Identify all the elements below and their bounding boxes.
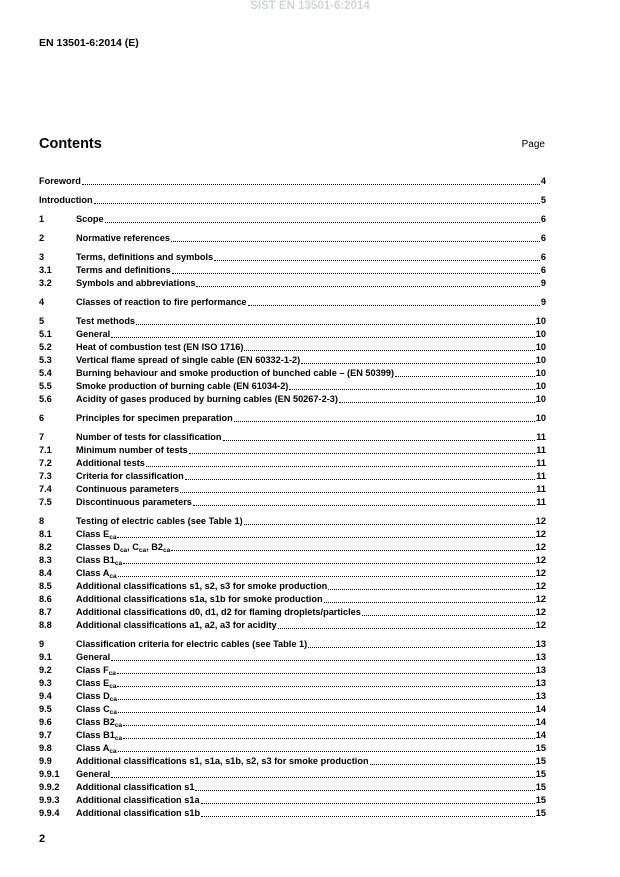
- toc-dot-leader: [195, 789, 534, 791]
- toc-entry-text: Scope: [76, 214, 104, 224]
- toc-entry[interactable]: [39, 677, 546, 690]
- toc-dot-leader: [118, 575, 535, 577]
- toc-entry-page: 12: [535, 594, 546, 604]
- toc-entry-page: 11: [536, 471, 546, 481]
- toc-entry-number: 7: [39, 432, 45, 442]
- toc-entry-text: , B2: [146, 542, 164, 552]
- toc-entry-number: 7.4: [39, 484, 52, 494]
- toc-entry-text: Class E: [76, 529, 110, 539]
- toc-entry[interactable]: [39, 619, 546, 632]
- toc-entry[interactable]: [39, 755, 546, 768]
- toc-entry[interactable]: [39, 393, 546, 406]
- toc-dot-leader: [117, 672, 535, 674]
- toc-dot-leader: [189, 452, 535, 454]
- toc-entry-number: 7.5: [39, 497, 52, 507]
- toc-dot-leader: [185, 478, 536, 480]
- toc-entry-title: [76, 677, 116, 690]
- toc-entry[interactable]: [39, 496, 546, 509]
- toc-entry-number: 9.9: [39, 756, 52, 766]
- toc-entry-text: Class B2: [76, 717, 115, 727]
- toc-entry-text: Test methods: [76, 316, 136, 326]
- toc-entry-number: 9.9.4: [39, 808, 60, 818]
- toc-dot-leader: [234, 420, 535, 422]
- toc-dot-leader: [117, 685, 534, 687]
- toc-entry-text: Additional classifications d0, d1, d2 for flaming droplets/particles: [76, 607, 361, 617]
- toc-entry-page: 12: [535, 607, 546, 617]
- toc-entry[interactable]: [39, 315, 546, 328]
- toc-entry[interactable]: [39, 567, 546, 580]
- toc-entry-text: Discontinuous parameters: [76, 497, 192, 507]
- toc-entry-subscript: ca: [109, 683, 117, 690]
- toc-entry[interactable]: [39, 716, 546, 729]
- toc-dot-leader: [196, 285, 539, 287]
- toc-entry-number: 9.4: [39, 691, 52, 701]
- toc-entry-page: 15: [535, 743, 546, 753]
- toc-entry-number: 7.3: [39, 471, 52, 481]
- toc-entry-number: 8: [39, 516, 45, 526]
- toc-dot-leader: [171, 240, 540, 242]
- toc-entry-text: Class B1: [76, 555, 115, 565]
- toc-entry-text: Introduction: [39, 195, 93, 205]
- toc-dot-leader: [201, 815, 535, 817]
- toc-entry-page: 15: [535, 795, 546, 805]
- toc-dot-leader: [395, 375, 535, 377]
- toc-entry-title: [76, 541, 170, 554]
- toc-entry-text: Criteria for classification: [76, 471, 184, 481]
- toc-entry-number: 8.5: [39, 581, 52, 591]
- toc-dot-leader: [362, 614, 535, 616]
- toc-entry[interactable]: [39, 232, 546, 245]
- watermark: SIST EN 13501-6:2014: [250, 0, 370, 12]
- toc-dot-leader: [123, 737, 535, 739]
- toc-entry-text: Additional classifications s1, s2, s3 for smoke production: [76, 581, 328, 591]
- toc-entry-text: Acidity of gases produced by burning cables (EN 50267-2-3): [76, 394, 338, 404]
- toc-entry-title: [76, 341, 243, 354]
- toc-entry[interactable]: [39, 781, 546, 794]
- toc-dot-leader: [214, 259, 540, 261]
- toc-entry-number: 8.3: [39, 555, 52, 565]
- toc-entry-title: [76, 729, 122, 742]
- toc-dot-leader: [370, 763, 535, 765]
- toc-entry-page: 11: [536, 497, 546, 507]
- toc-entry-text: Additional classification s1: [76, 782, 195, 792]
- toc-entry-page: 6: [540, 252, 546, 262]
- toc-entry-title: [76, 638, 307, 651]
- toc-entry[interactable]: [39, 554, 546, 567]
- toc-entry-text: Additional classification s1a: [76, 795, 200, 805]
- toc-entry-title: [76, 277, 195, 290]
- toc-entry-title: [76, 251, 213, 264]
- toc-entry[interactable]: [39, 431, 546, 444]
- toc-entry-title: [76, 483, 179, 496]
- toc-entry[interactable]: [39, 328, 546, 341]
- toc-entry-number: 8.7: [39, 607, 52, 617]
- toc-entry[interactable]: [39, 277, 546, 290]
- toc-entry-title: [76, 606, 361, 619]
- toc-entry-text: Vertical flame spread of single cable (EN 60332-1-2): [76, 355, 301, 365]
- toc-entry-text: , C: [127, 542, 139, 552]
- toc-entry-text: Smoke production of burning cable (EN 61034-2): [76, 381, 289, 391]
- toc-entry-page: 13: [535, 691, 546, 701]
- toc-entry-title: [39, 194, 93, 207]
- toc-entry-title: [76, 457, 145, 470]
- toc-entry[interactable]: [39, 664, 546, 677]
- toc-entry-number: 5.1: [39, 329, 52, 339]
- toc-entry-number: 7.1: [39, 445, 52, 455]
- toc-entry-number: 3.2: [39, 278, 52, 288]
- toc-entry[interactable]: [39, 768, 546, 781]
- toc-entry-page: 12: [535, 516, 546, 526]
- toc-entry[interactable]: [39, 651, 546, 664]
- toc-entry-title: [76, 367, 394, 380]
- toc-entry-title: [76, 315, 135, 328]
- toc-entry-number: 5: [39, 316, 45, 326]
- toc-entry-text: Number of tests for classification: [76, 432, 222, 442]
- toc-entry-title: [76, 703, 117, 716]
- toc-entry-page: 6: [540, 214, 546, 224]
- toc-entry-page: 15: [535, 756, 546, 766]
- toc-entry-text: Additional classifications s1, s1a, s1b, s2, s3 for smoke production: [76, 756, 369, 766]
- toc-entry-page: 12: [535, 581, 546, 591]
- toc-entry-number: 3.1: [39, 265, 52, 275]
- toc-dot-leader: [171, 549, 535, 551]
- toc-entry-text: Continuous parameters: [76, 484, 180, 494]
- toc-entry-page: 13: [535, 665, 546, 675]
- toc-entry-text: Minimum number of tests: [76, 445, 188, 455]
- toc-dot-leader: [339, 401, 535, 403]
- toc-dot-leader: [118, 750, 535, 752]
- toc-entry-page: 11: [536, 445, 546, 455]
- toc-entry-text: Additional classifications a1, a2, a3 for acidity: [76, 620, 277, 630]
- toc-entry-number: 9.5: [39, 704, 52, 714]
- toc-entry[interactable]: [39, 483, 546, 496]
- toc-entry-text: General: [76, 329, 111, 339]
- footer-page-number: 2: [39, 833, 46, 845]
- toc-entry-text: Classification criteria for electric cables (see Table 1): [76, 639, 308, 649]
- toc-entry[interactable]: [39, 296, 546, 309]
- page-column-label: Page: [521, 139, 545, 150]
- toc-dot-leader: [82, 183, 540, 185]
- toc-entry-title: [76, 580, 327, 593]
- toc-entry-title: [76, 755, 369, 768]
- toc-entry-title: [76, 354, 300, 367]
- toc-entry-number: 9.8: [39, 743, 52, 753]
- toc-entry-title: [76, 393, 338, 406]
- toc-entry-text: Terms and definitions: [76, 265, 171, 275]
- toc-entry-text: Class B1: [76, 730, 115, 740]
- toc-entry-title: [76, 528, 116, 541]
- toc-dot-leader: [301, 362, 535, 364]
- toc-entry-page: 9: [540, 278, 546, 288]
- toc-entry[interactable]: [39, 341, 546, 354]
- toc-dot-leader: [328, 588, 535, 590]
- toc-entry-number: 9.3: [39, 678, 52, 688]
- toc-entry-page: 14: [535, 704, 546, 714]
- toc-entry-page: 14: [535, 730, 546, 740]
- toc-entry-number: 5.3: [39, 355, 52, 365]
- toc-entry-text: General: [76, 652, 111, 662]
- toc-entry-page: 5: [540, 195, 546, 205]
- toc-dot-leader: [193, 504, 535, 506]
- toc-entry[interactable]: [39, 606, 546, 619]
- toc-entry-subscript: ca: [114, 735, 123, 742]
- toc-entry-text: Normative references: [76, 233, 170, 243]
- toc-entry-page: 10: [535, 394, 546, 404]
- toc-entry-number: 9.7: [39, 730, 52, 740]
- toc-entry-text: Burning behaviour and smoke production of bunched cable – (EN 50399): [76, 368, 395, 378]
- toc-entry[interactable]: [39, 742, 546, 755]
- toc-entry-subscript: ca: [114, 560, 123, 567]
- toc-entry-number: 7.2: [39, 458, 52, 468]
- toc-entry[interactable]: [39, 703, 546, 716]
- toc-entry-title: [76, 794, 200, 807]
- toc-entry-subscript: ca: [109, 534, 117, 541]
- toc-entry-subscript: ca: [109, 709, 117, 716]
- toc-entry-number: 9.9.2: [39, 782, 60, 792]
- toc-entry[interactable]: [39, 367, 546, 380]
- toc-entry-page: 6: [540, 233, 546, 243]
- toc-entry[interactable]: [39, 690, 546, 703]
- toc-entry-subscript: ca: [109, 696, 117, 703]
- toc-entry-text: Foreword: [39, 176, 81, 186]
- toc-entry[interactable]: [39, 541, 546, 554]
- toc-entry-text: General: [76, 769, 111, 779]
- toc-entry-text: Additional tests: [76, 458, 145, 468]
- toc-entry-text: Principles for specimen preparation: [76, 413, 233, 423]
- toc-entry-text: Classes of reaction to fire performance: [76, 297, 247, 307]
- toc-entry-number: 9.9.3: [39, 795, 60, 805]
- toc-entry-number: 5.2: [39, 342, 52, 352]
- toc-entry-page: 10: [535, 381, 546, 391]
- toc-entry-number: 3: [39, 252, 45, 262]
- toc-entry-title: [76, 213, 104, 226]
- toc-entry-number: 8.4: [39, 568, 52, 578]
- toc-entry-subscript: ca: [163, 547, 171, 554]
- toc-entry[interactable]: [39, 194, 546, 207]
- toc-entry-title: [76, 593, 323, 606]
- toc-entry-title: [76, 470, 184, 483]
- toc-entry-number: 2: [39, 233, 45, 243]
- contents-title: Contents: [39, 136, 102, 152]
- toc-entry-title: [76, 619, 277, 632]
- toc-entry-text: Classes D: [76, 542, 120, 552]
- toc-entry-page: 10: [535, 413, 546, 423]
- toc-entry-number: 5.6: [39, 394, 52, 404]
- toc-dot-leader: [308, 646, 535, 648]
- toc-entry[interactable]: [39, 807, 546, 820]
- toc-entry-number: 8.6: [39, 594, 52, 604]
- toc-entry-number: 9.9.1: [39, 769, 60, 779]
- toc-dot-leader: [105, 221, 540, 223]
- document-id: EN 13501-6:2014 (E): [39, 37, 139, 49]
- toc-entry-page: 12: [535, 529, 546, 539]
- toc-entry-title: [76, 496, 192, 509]
- toc-entry[interactable]: [39, 580, 546, 593]
- toc-entry[interactable]: [39, 457, 546, 470]
- toc-dot-leader: [111, 659, 535, 661]
- toc-entry-text: Heat of combustion test (EN ISO 1716): [76, 342, 244, 352]
- toc-entry-subscript: ca: [119, 547, 128, 554]
- toc-entry[interactable]: [39, 794, 546, 807]
- toc-entry-page: 9: [540, 297, 546, 307]
- toc-dot-leader: [201, 802, 535, 804]
- toc-entry-text: Class E: [76, 678, 110, 688]
- toc-entry-number: 4: [39, 297, 45, 307]
- toc-entry-page: 10: [535, 342, 546, 352]
- toc-entry[interactable]: [39, 213, 546, 226]
- toc-entry-number: 1: [39, 214, 45, 224]
- toc-entry-page: 13: [535, 652, 546, 662]
- toc-entry-page: 15: [535, 782, 546, 792]
- toc-entry-title: [76, 768, 110, 781]
- toc-entry-title: [76, 232, 170, 245]
- toc-entry-page: 12: [535, 568, 546, 578]
- toc-entry-page: 14: [535, 717, 546, 727]
- toc-dot-leader: [94, 202, 540, 204]
- toc-dot-leader: [117, 536, 534, 538]
- toc-dot-leader: [118, 711, 535, 713]
- toc-entry-title: [76, 431, 222, 444]
- toc-entry-number: 8.1: [39, 529, 52, 539]
- toc-dot-leader: [278, 627, 535, 629]
- toc-entry-title: [76, 554, 122, 567]
- toc-entry-title: [76, 807, 200, 820]
- toc-entry-title: [76, 264, 171, 277]
- toc-entry-number: 9: [39, 639, 45, 649]
- toc-dot-leader: [136, 323, 535, 325]
- toc-dot-leader: [146, 465, 535, 467]
- toc-entry[interactable]: [39, 638, 546, 651]
- toc-entry-title: [76, 781, 194, 794]
- toc-entry[interactable]: [39, 380, 546, 393]
- toc-dot-leader: [223, 439, 536, 441]
- toc-entry-number: 6: [39, 413, 45, 423]
- toc-dot-leader: [172, 272, 540, 274]
- toc-dot-leader: [123, 724, 535, 726]
- toc-entry-title: [76, 664, 116, 677]
- toc-entry-title: [39, 175, 81, 188]
- toc-entry-page: 15: [535, 808, 546, 818]
- toc-entry-title: [76, 742, 117, 755]
- toc-dot-leader: [111, 776, 535, 778]
- toc-entry-number: 8.8: [39, 620, 52, 630]
- toc-entry-text: Testing of electric cables (see Table 1): [76, 516, 243, 526]
- toc-dot-leader: [118, 698, 535, 700]
- toc-dot-leader: [324, 601, 535, 603]
- toc-entry[interactable]: [39, 444, 546, 457]
- toc-entry-text: Class F: [76, 665, 109, 675]
- toc-entry[interactable]: [39, 515, 546, 528]
- toc-entry[interactable]: [39, 175, 546, 188]
- toc-entry-number: 5.5: [39, 381, 52, 391]
- toc-entry-text: Symbols and abbreviations: [76, 278, 196, 288]
- toc-entry-text: Additional classification s1b: [76, 808, 201, 818]
- toc-dot-leader: [123, 562, 535, 564]
- toc-entry-page: 12: [535, 542, 546, 552]
- toc-dot-leader: [180, 491, 535, 493]
- toc-entry[interactable]: [39, 593, 546, 606]
- toc-entry[interactable]: [39, 528, 546, 541]
- toc-dot-leader: [244, 523, 535, 525]
- toc-entry-title: [76, 515, 243, 528]
- toc-entry-text: Class C: [76, 704, 110, 714]
- toc-entry-number: 9.6: [39, 717, 52, 727]
- toc-entry-page: 11: [536, 458, 546, 468]
- toc-entry-title: [76, 690, 117, 703]
- toc-entry-page: 10: [535, 355, 546, 365]
- toc-entry-page: 4: [540, 176, 546, 186]
- toc-entry-text: Terms, definitions and symbols: [76, 252, 214, 262]
- toc-entry-number: 8.2: [39, 542, 52, 552]
- toc-dot-leader: [244, 349, 534, 351]
- toc-entry-subscript: ca: [138, 547, 147, 554]
- toc-entry-text: Additional classifications s1a, s1b for smoke production: [76, 594, 323, 604]
- toc-entry-page: 6: [540, 265, 546, 275]
- toc-entry-number: 9.1: [39, 652, 52, 662]
- toc-entry-title: [76, 328, 110, 341]
- toc-entry-number: 9.2: [39, 665, 52, 675]
- toc-entry-page: 13: [535, 678, 546, 688]
- toc-entry-page: 10: [535, 368, 546, 378]
- toc-entry-text: Class D: [76, 691, 110, 701]
- toc-entry-subscript: ca: [114, 722, 123, 729]
- toc-entry[interactable]: [39, 470, 546, 483]
- toc-entry-page: 12: [535, 620, 546, 630]
- table-of-contents: [39, 175, 546, 820]
- toc-entry-number: 5.4: [39, 368, 52, 378]
- toc-entry[interactable]: [39, 354, 546, 367]
- toc-entry-title: [76, 296, 247, 309]
- toc-entry-title: [76, 651, 110, 664]
- toc-entry-title: [76, 444, 188, 457]
- toc-entry-title: [76, 380, 288, 393]
- toc-entry-page: 12: [535, 555, 546, 565]
- toc-entry-page: 13: [535, 639, 546, 649]
- toc-entry-title: [76, 716, 122, 729]
- toc-entry-page: 15: [535, 769, 546, 779]
- toc-dot-leader: [111, 336, 535, 338]
- toc-entry-text: Class A: [76, 568, 110, 578]
- toc-dot-leader: [289, 388, 534, 390]
- toc-entry-title: [76, 567, 117, 580]
- toc-dot-leader: [248, 304, 540, 306]
- toc-entry-page: 11: [536, 484, 546, 494]
- toc-entry[interactable]: [39, 251, 546, 264]
- toc-entry-subscript: ca: [109, 573, 117, 580]
- toc-entry-title: [76, 412, 233, 425]
- toc-entry[interactable]: [39, 412, 546, 425]
- toc-entry-subscript: ca: [108, 670, 116, 677]
- toc-entry-subscript: ca: [109, 748, 117, 755]
- toc-entry-page: 11: [536, 432, 546, 442]
- toc-entry-page: 10: [535, 329, 546, 339]
- toc-entry[interactable]: [39, 264, 546, 277]
- toc-entry[interactable]: [39, 729, 546, 742]
- toc-entry-page: 10: [535, 316, 546, 326]
- toc-entry-text: Class A: [76, 743, 110, 753]
